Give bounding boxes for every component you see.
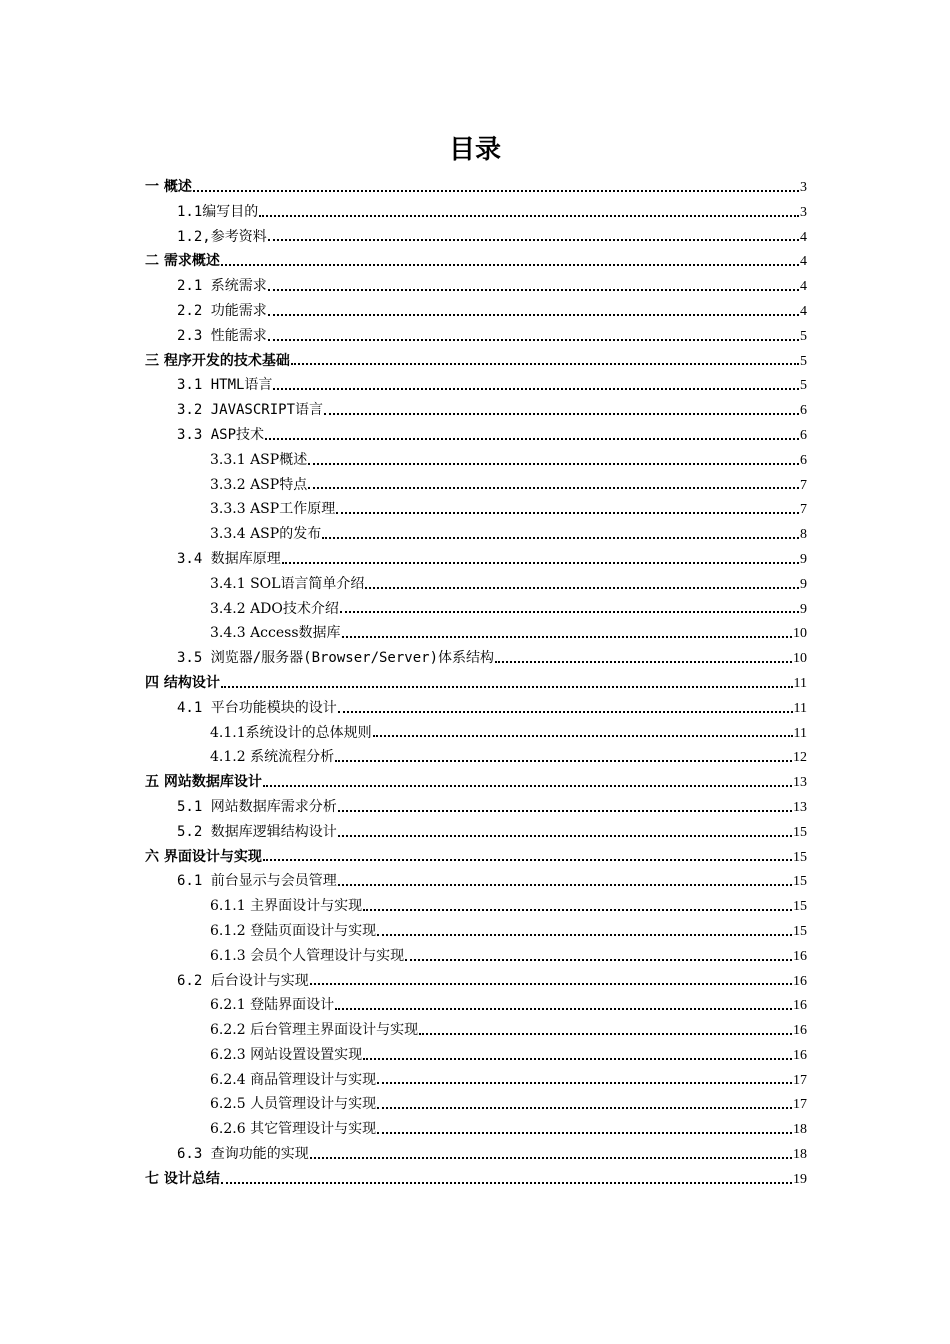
toc-entry-label: 3.2 JAVASCRIPT语言 bbox=[177, 402, 324, 419]
toc-dot-leader bbox=[310, 982, 792, 985]
toc-entry-page-number: 5 bbox=[800, 353, 807, 369]
toc-entry-label: 4.1.2 系统流程分析 bbox=[210, 749, 335, 766]
toc-entry[interactable] bbox=[145, 721, 807, 746]
toc-entry[interactable] bbox=[145, 522, 807, 547]
toc-entry[interactable] bbox=[145, 1092, 807, 1117]
toc-dot-leader bbox=[363, 1057, 792, 1060]
toc-entry[interactable] bbox=[145, 845, 807, 870]
toc-entry-page-number: 4 bbox=[800, 303, 807, 319]
toc-entry-label: 3.4.1 SOL语言简单介绍 bbox=[210, 575, 365, 592]
toc-dot-leader bbox=[335, 759, 792, 762]
toc-dot-leader bbox=[308, 462, 799, 465]
toc-dot-leader bbox=[193, 189, 799, 192]
toc-entry-page-number: 16 bbox=[793, 1047, 807, 1063]
toc-entry-label: 6.3 查询功能的实现 bbox=[177, 1146, 309, 1163]
toc-dot-leader bbox=[259, 214, 799, 217]
toc-entry-page-number: 7 bbox=[800, 502, 807, 518]
toc-entry-page-number: 4 bbox=[800, 229, 807, 245]
toc-entry[interactable] bbox=[145, 274, 807, 299]
toc-entry-label: 5.2 数据库逻辑结构设计 bbox=[177, 823, 337, 840]
toc-entry-page-number: 5 bbox=[800, 378, 807, 394]
toc-dot-leader bbox=[310, 1156, 792, 1159]
toc-dot-leader bbox=[377, 933, 792, 936]
toc-entry-label: 6.2.3 网站设置设置实现 bbox=[210, 1046, 363, 1063]
toc-entry-label: 6.2.5 人员管理设计与实现 bbox=[210, 1096, 377, 1113]
toc-dot-leader bbox=[365, 586, 799, 589]
toc-entry[interactable] bbox=[145, 448, 807, 473]
toc-entry-label: 3.4.2 ADO技术介绍 bbox=[210, 600, 339, 617]
toc-entry-label: 3.1 HTML语言 bbox=[177, 377, 273, 394]
toc-entry-page-number: 15 bbox=[793, 824, 807, 840]
toc-entry-label: 五 网站数据库设计 bbox=[145, 774, 262, 791]
toc-entry-page-number: 10 bbox=[793, 626, 807, 642]
toc-entry-page-number: 11 bbox=[793, 675, 807, 691]
toc-dot-leader bbox=[338, 809, 792, 812]
toc-entry-label: 6.1 前台显示与会员管理 bbox=[177, 873, 337, 890]
toc-entry-label: 4.1 平台功能模块的设计 bbox=[177, 699, 337, 716]
toc-entry[interactable] bbox=[145, 646, 807, 671]
toc-entry[interactable] bbox=[145, 671, 807, 696]
toc-dot-leader bbox=[265, 437, 799, 440]
toc-entry[interactable] bbox=[145, 473, 807, 498]
toc-entry[interactable] bbox=[145, 993, 807, 1018]
toc-entry-page-number: 13 bbox=[793, 799, 807, 815]
toc-entry-page-number: 16 bbox=[793, 1023, 807, 1039]
toc-dot-leader bbox=[338, 710, 793, 713]
toc-entry-label: 2.3 性能需求 bbox=[177, 327, 267, 344]
toc-dot-leader bbox=[282, 561, 799, 564]
toc-entry[interactable] bbox=[145, 969, 807, 994]
toc-entry-page-number: 18 bbox=[793, 1147, 807, 1163]
page-title: 目录 bbox=[448, 135, 501, 165]
toc-entry-label: 1.1编写目的 bbox=[177, 203, 259, 220]
toc-entry-page-number: 9 bbox=[800, 576, 807, 592]
toc-entry-page-number: 9 bbox=[800, 601, 807, 617]
toc-dot-leader bbox=[268, 238, 799, 241]
toc-dot-leader bbox=[268, 338, 799, 341]
toc-entry[interactable] bbox=[145, 423, 807, 448]
toc-entry-label: 2.2 功能需求 bbox=[177, 302, 267, 319]
toc-entry-label: 3.4 数据库原理 bbox=[177, 550, 281, 567]
toc-entry-page-number: 15 bbox=[793, 849, 807, 865]
toc-dot-leader bbox=[335, 1007, 792, 1010]
toc-entry[interactable] bbox=[145, 894, 807, 919]
toc-entry-label: 六 界面设计与实现 bbox=[145, 848, 262, 865]
toc-entry[interactable] bbox=[145, 299, 807, 324]
toc-entry[interactable] bbox=[145, 1018, 807, 1043]
toc-entry-page-number: 6 bbox=[800, 452, 807, 468]
toc-entry-page-number: 3 bbox=[800, 204, 807, 220]
toc-entry[interactable] bbox=[145, 696, 807, 721]
toc-entry-page-number: 16 bbox=[793, 973, 807, 989]
toc-dot-leader bbox=[273, 387, 799, 390]
toc-entry[interactable] bbox=[145, 770, 807, 795]
toc-entry[interactable] bbox=[145, 1167, 807, 1192]
toc-entry-label: 3.4.3 Access数据库 bbox=[210, 625, 341, 642]
toc-entry[interactable] bbox=[145, 621, 807, 646]
toc-dot-leader bbox=[268, 313, 799, 316]
toc-dot-leader bbox=[338, 883, 792, 886]
toc-dot-leader bbox=[263, 784, 792, 787]
toc-entry-page-number: 4 bbox=[800, 254, 807, 270]
toc-entry[interactable] bbox=[145, 1068, 807, 1093]
toc-entry-page-number: 8 bbox=[800, 527, 807, 543]
toc-dot-leader bbox=[373, 734, 793, 737]
toc-dot-leader bbox=[340, 610, 799, 613]
toc-entry-page-number: 15 bbox=[793, 899, 807, 915]
toc-entry-label: 二 需求概述 bbox=[145, 253, 220, 270]
toc-entry-label: 6.2.1 登陆界面设计 bbox=[210, 997, 335, 1014]
toc-entry-page-number: 13 bbox=[793, 775, 807, 791]
toc-entry-label: 3.3.3 ASP工作原理 bbox=[210, 501, 336, 518]
toc-entry[interactable] bbox=[145, 349, 807, 374]
toc-entry-page-number: 12 bbox=[793, 750, 807, 766]
toc-dot-leader bbox=[221, 263, 799, 266]
toc-entry-label: 三 程序开发的技术基础 bbox=[145, 352, 290, 369]
toc-dot-leader bbox=[322, 536, 799, 539]
toc-entry[interactable] bbox=[145, 944, 807, 969]
toc-entry-page-number: 16 bbox=[793, 948, 807, 964]
toc-entry-label: 一 概述 bbox=[145, 179, 192, 195]
toc-dot-leader bbox=[338, 834, 792, 837]
toc-dot-leader bbox=[263, 858, 792, 861]
toc-entry-page-number: 17 bbox=[793, 1097, 807, 1113]
toc-entry-label: 四 结构设计 bbox=[145, 674, 220, 691]
toc-entry-page-number: 3 bbox=[800, 180, 807, 195]
toc-entry-label: 1.2,参考资料 bbox=[177, 228, 267, 245]
table-of-contents bbox=[145, 175, 807, 1192]
toc-entry[interactable] bbox=[145, 869, 807, 894]
toc-dot-leader bbox=[291, 362, 799, 365]
toc-entry[interactable] bbox=[145, 572, 807, 597]
toc-entry-page-number: 10 bbox=[793, 651, 807, 667]
toc-entry[interactable] bbox=[145, 547, 807, 572]
toc-dot-leader bbox=[377, 1106, 792, 1109]
toc-entry[interactable] bbox=[145, 175, 807, 200]
toc-entry-page-number: 16 bbox=[793, 998, 807, 1014]
toc-entry-label: 3.3.2 ASP特点 bbox=[210, 476, 308, 493]
toc-entry[interactable] bbox=[145, 324, 807, 349]
toc-entry-label: 6.2.6 其它管理设计与实现 bbox=[210, 1121, 377, 1138]
toc-entry[interactable] bbox=[145, 1043, 807, 1068]
toc-entry-label: 3.3.4 ASP的发布 bbox=[210, 526, 322, 543]
toc-dot-leader bbox=[363, 908, 792, 911]
toc-entry-page-number: 15 bbox=[793, 923, 807, 939]
toc-entry[interactable] bbox=[145, 745, 807, 770]
toc-entry[interactable] bbox=[145, 795, 807, 820]
toc-entry[interactable] bbox=[145, 1142, 807, 1167]
toc-entry-page-number: 19 bbox=[793, 1171, 807, 1187]
toc-entry-page-number: 18 bbox=[793, 1122, 807, 1138]
toc-dot-leader bbox=[405, 958, 792, 961]
toc-entry[interactable] bbox=[145, 1117, 807, 1142]
toc-dot-leader bbox=[377, 1081, 792, 1084]
toc-entry-page-number: 6 bbox=[800, 403, 807, 419]
toc-entry[interactable] bbox=[145, 249, 807, 274]
toc-dot-leader bbox=[221, 1181, 792, 1184]
toc-entry-page-number: 6 bbox=[800, 427, 807, 443]
toc-entry-page-number: 5 bbox=[800, 328, 807, 344]
toc-dot-leader bbox=[419, 1032, 792, 1035]
toc-entry[interactable] bbox=[145, 497, 807, 522]
toc-entry-label: 3.3.1 ASP概述 bbox=[210, 451, 308, 468]
toc-entry-page-number: 15 bbox=[793, 874, 807, 890]
toc-entry-label: 5.1 网站数据库需求分析 bbox=[177, 798, 337, 815]
toc-entry-page-number: 7 bbox=[800, 477, 807, 493]
toc-dot-leader bbox=[495, 660, 792, 663]
toc-entry-label: 6.1.2 登陆页面设计与实现 bbox=[210, 922, 377, 939]
toc-dot-leader bbox=[324, 412, 799, 415]
toc-entry-page-number: 11 bbox=[793, 700, 807, 716]
toc-entry-label: 3.3 ASP技术 bbox=[177, 426, 265, 443]
toc-entry-label: 6.2.2 后台管理主界面设计与实现 bbox=[210, 1022, 419, 1039]
toc-entry[interactable] bbox=[145, 373, 807, 398]
toc-entry[interactable] bbox=[145, 597, 807, 622]
toc-entry-label: 6.1.3 会员个人管理设计与实现 bbox=[210, 947, 405, 964]
toc-dot-leader bbox=[342, 635, 792, 638]
toc-entry-page-number: 11 bbox=[793, 725, 807, 741]
toc-dot-leader bbox=[336, 511, 799, 514]
toc-entry-label: 4.1.1系统设计的总体规则 bbox=[210, 724, 372, 741]
toc-entry-page-number: 4 bbox=[800, 279, 807, 295]
toc-dot-leader bbox=[268, 288, 799, 291]
toc-dot-leader bbox=[221, 685, 793, 688]
toc-entry-label: 3.5 浏览器/服务器(Browser/Server)体系结构 bbox=[177, 650, 495, 667]
toc-entry[interactable] bbox=[145, 225, 807, 250]
toc-dot-leader bbox=[377, 1131, 792, 1134]
toc-entry-label: 6.1.1 主界面设计与实现 bbox=[210, 898, 363, 915]
toc-entry-label: 6.2 后台设计与实现 bbox=[177, 972, 309, 989]
toc-dot-leader bbox=[308, 486, 799, 489]
toc-entry-label: 2.1 系统需求 bbox=[177, 278, 267, 295]
toc-entry[interactable] bbox=[145, 398, 807, 423]
toc-entry[interactable] bbox=[145, 200, 807, 225]
toc-entry[interactable] bbox=[145, 919, 807, 944]
toc-entry-page-number: 9 bbox=[800, 551, 807, 567]
toc-entry[interactable] bbox=[145, 820, 807, 845]
toc-entry-label: 七 设计总结 bbox=[145, 1170, 220, 1187]
toc-entry-page-number: 17 bbox=[793, 1072, 807, 1088]
toc-entry-label: 6.2.4 商品管理设计与实现 bbox=[210, 1071, 377, 1088]
